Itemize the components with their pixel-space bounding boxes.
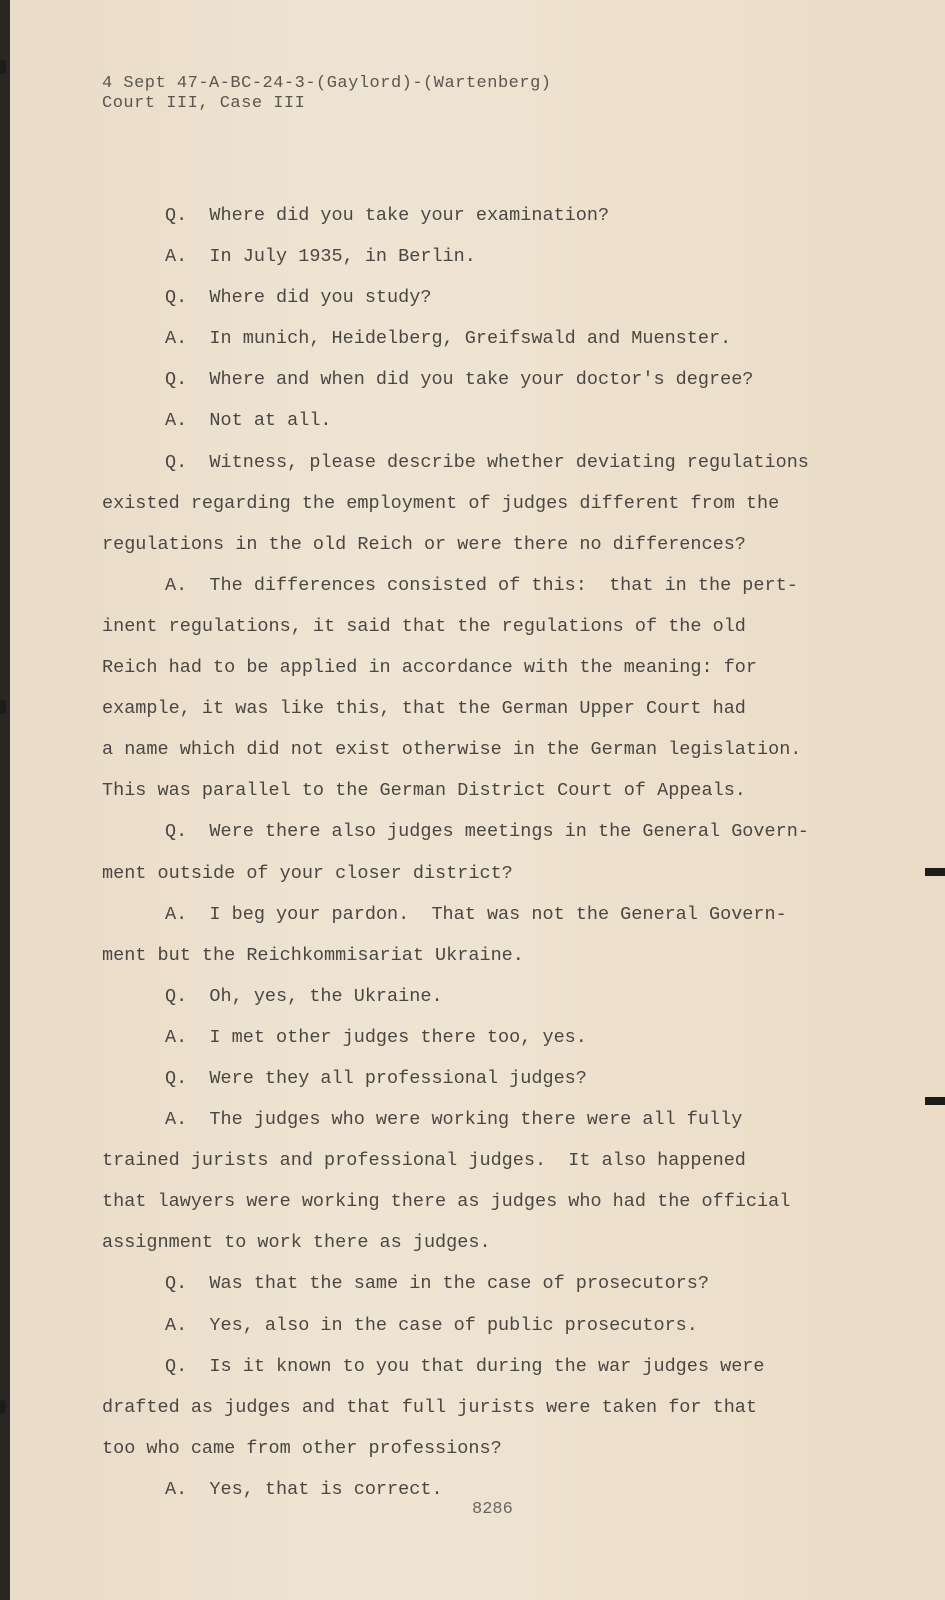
transcript-line: Q. Witness, please describe whether deviating regulations	[165, 451, 809, 473]
transcript-line: A. I beg your pardon. That was not the General Govern-	[165, 903, 787, 925]
transcript-line: Q. Were they all professional judges?	[165, 1067, 587, 1089]
transcript-line: existed regarding the employment of judges different from the	[102, 492, 780, 514]
transcript-line: example, it was like this, that the German Upper Court had	[102, 698, 746, 720]
document-page	[10, 0, 945, 1600]
transcript-line: A. The differences consisted of this: that in the pert-	[165, 574, 798, 596]
transcript-line: that lawyers were working there as judges who had the official	[102, 1191, 791, 1213]
transcript-line: ment outside of your closer district?	[102, 862, 513, 884]
header-line-1: 4 Sept 47-A-BC-24-3-(Gaylord)-(Wartenberg)	[102, 74, 552, 93]
transcript-body	[102, 195, 902, 1510]
transcript-line: A. Yes, that is correct.	[165, 1478, 443, 1500]
transcript-line: assignment to work there as judges.	[102, 1232, 491, 1254]
transcript-line: trained jurists and professional judges. It also happened	[102, 1150, 746, 1172]
binding-hole	[0, 700, 6, 714]
transcript-line: A. Not at all.	[165, 410, 332, 432]
transcript-line: A. In July 1935, in Berlin.	[165, 246, 476, 268]
document-header	[102, 74, 551, 114]
paper-tab-mark	[925, 1097, 945, 1105]
transcript-line: a name which did not exist otherwise in the German legislation.	[102, 739, 802, 761]
header-line-2: Court III, Case III	[102, 94, 306, 113]
transcript-line: A. In munich, Heidelberg, Greifswald and Muenster.	[165, 328, 732, 350]
transcript-line: Q. Where did you study?	[165, 287, 432, 309]
transcript-line: ment but the Reichkommisariat Ukraine.	[102, 944, 524, 966]
transcript-line: Reich had to be applied in accordance with the meaning: for	[102, 657, 758, 679]
transcript-line: A. I met other judges there too, yes.	[165, 1026, 587, 1048]
transcript-line: inent regulations, it said that the regulations of the old	[102, 615, 746, 637]
transcript-line: Q. Is it known to you that during the war judges were	[165, 1355, 765, 1377]
transcript-line: Q. Was that the same in the case of prosecutors?	[165, 1273, 709, 1295]
transcript-line: Q. Oh, yes, the Ukraine.	[165, 985, 443, 1007]
transcript-line: drafted as judges and that full jurists were taken for that	[102, 1396, 758, 1418]
transcript-line: A. Yes, also in the case of public prosecutors.	[165, 1314, 698, 1336]
transcript-line: regulations in the old Reich or were there no differences?	[102, 533, 746, 555]
binding-hole	[0, 60, 6, 74]
transcript-line: This was parallel to the German District Court of Appeals.	[102, 780, 746, 802]
transcript-line: too who came from other professions?	[102, 1437, 502, 1459]
transcript-line: Q. Were there also judges meetings in the General Govern-	[165, 821, 809, 843]
transcript-line: Q. Where did you take your examination?	[165, 205, 610, 226]
page-number: 8286	[472, 1500, 513, 1519]
paper-tab-mark	[925, 868, 945, 876]
binding-hole	[0, 1400, 6, 1414]
transcript-line: Q. Where and when did you take your doctor's degree?	[165, 369, 754, 391]
transcript-line: A. The judges who were working there were all fully	[165, 1109, 743, 1131]
